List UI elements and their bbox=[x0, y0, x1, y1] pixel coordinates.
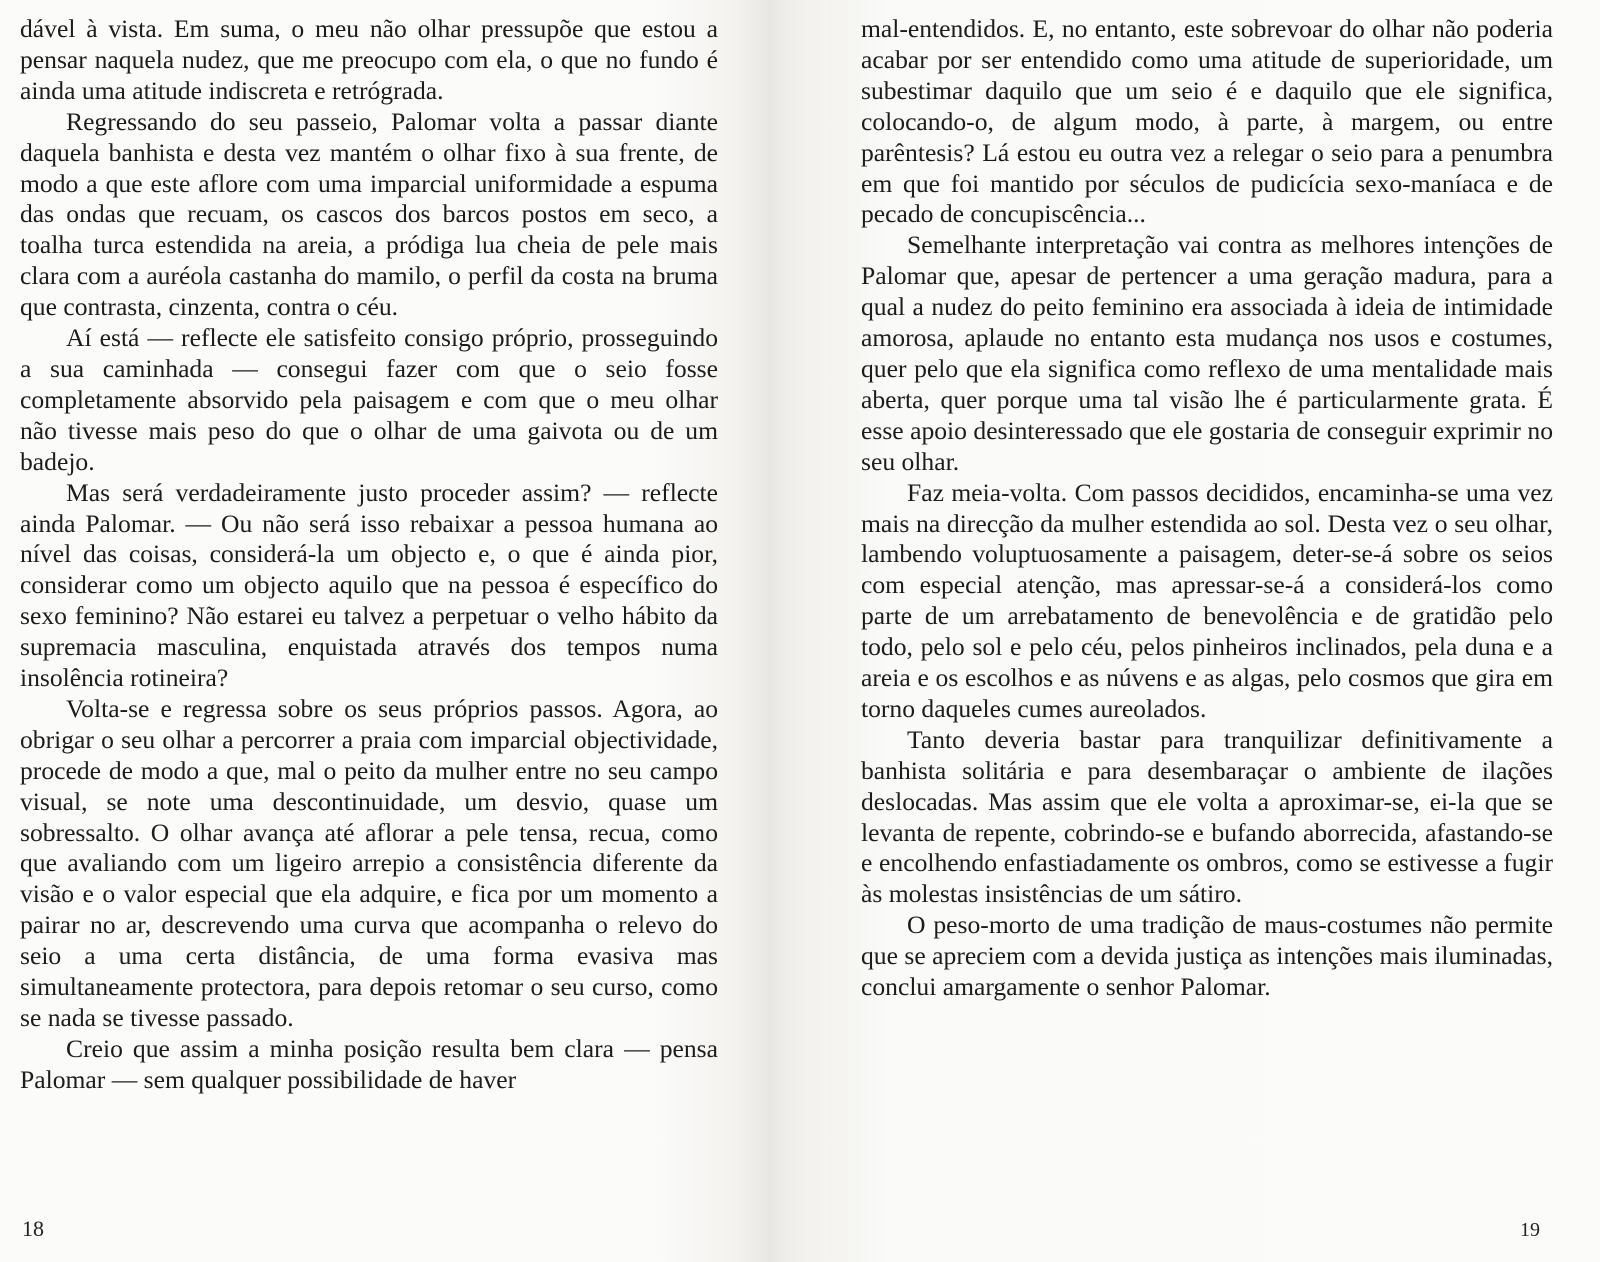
paragraph: Creio que assim a minha posição resulta bem clara — pensa Palomar — sem qualquer possibilidade de haver bbox=[20, 1033, 718, 1094]
paragraph: Aí está — reflecte ele satisfeito consigo próprio, prosseguindo a sua caminhada — consegui fazer com que o seio fosse completamente absorvido pela paisagem e com que o meu olhar não tivesse mais peso do que o olhar de uma gaivota ou de um badejo. bbox=[20, 323, 718, 476]
paragraph: Volta-se e regressa sobre os seus próprios passos. Agora, ao obrigar o seu olhar a percorrer a praia com imparcial objectividade, procede de modo a que, mal o peito da mulher entre no seu campo visual, se note uma descontinuidade, um desvio, quase um sobressalto. O olhar avança até aflorar a pele tensa, recua, como que avaliando com um ligeiro arrepio a consistência diferente da visão e o valor especial que ela adquire, e fica por um momento a pairar no ar, descrevendo uma curva que acompanha o relevo do seio a uma certa distância, de uma forma evasiva mas simultaneamente protectora, para depois retomar o seu curso, como se nada se tivesse passado. bbox=[20, 693, 718, 1032]
page-number: 18 bbox=[22, 1216, 44, 1241]
page-number: 19 bbox=[1520, 1219, 1540, 1241]
book-gutter bbox=[768, 0, 828, 1262]
paragraph: Faz meia-volta. Com passos decididos, encaminha-se uma vez mais na direcção da mulher estendida ao sol. Desta vez o seu olhar, lambendo voluptuosamente a paisagem, deter-se-á sobre os seios com especial atenção, mas apressar-se-á a considerá-los como parte de um arrebatamento de benevolência e de gratidão pelo todo, pelo sol e pelo céu, pelos pinheiros inclinados, pela duna e a areia e os escolhos e as núvens e as algas, pelo cosmos que gira em torno daqueles cumes aureolados. bbox=[861, 477, 1553, 723]
paragraph: Mas será verdadeiramente justo proceder assim? — reflecte ainda Palomar. — Ou não será isso rebaixar a pessoa humana ao nível das coisas, considerá-la um objecto e, o que é ainda pior, considerar como um objecto aquilo que na pessoa é específico do sexo feminino? Não estarei eu talvez a perpetuar o velho hábito da supremacia masculina, enquistada através dos tempos numa insolência rotineira? bbox=[20, 477, 718, 693]
left-page-text bbox=[20, 14, 718, 1096]
left-page bbox=[0, 0, 768, 1262]
paragraph: Semelhante interpretação vai contra as melhores intenções de Palomar que, apesar de pertencer a uma geração madura, para a qual a nudez do peito feminino era associada à ideia de intimidade amorosa, aplaude no entanto esta mudança nos usos e costumes, quer pelo que ela significa como reflexo de uma mentalidade mais aberta, quer porque uma tal visão lhe é particularmente grata. É esse apoio desinteressado que ele gostaria de conseguir exprimir no seu olhar. bbox=[861, 230, 1553, 476]
paragraph: Regressando do seu passeio, Palomar volta a passar diante daquela banhista e desta vez mantém o olhar fixo à sua frente, de modo a que este aflore com uma imparcial uniformidade a espuma das ondas que recuam, os cascos dos barcos postos em seco, a toalha turca estendida na areia, a pródiga lua cheia de pele mais clara com a auréola castanha do mamilo, o perfil da costa na bruma que contrasta, cinzenta, contra o céu. bbox=[20, 106, 718, 322]
paragraph: O peso-morto de uma tradição de maus-costumes não permite que se apreciem com a devida justiça as intenções mais iluminadas, conclui amargamente o senhor Palomar. bbox=[861, 910, 1553, 1002]
paragraph: Tanto deveria bastar para tranquilizar definitivamente a banhista solitária e para desembaraçar o ambiente de ilações deslocadas. Mas assim que ele volta a aproximar-se, ei-la que se levanta de repente, cobrindo-se e bufando aborrecida, afastando-se e encolhendo enfastiadamente os ombros, como se estivesse a fugir às molestas insistências de um sátiro. bbox=[861, 724, 1553, 909]
paragraph: mal-entendidos. E, no entanto, este sobrevoar do olhar não poderia acabar por ser entendido como uma atitude de superioridade, um subestimar daquilo que um seio é e daquilo que ele significa, colocando-o, de algum modo, à parte, à margem, ou entre parêntesis? Lá estou eu outra vez a relegar o seio para a penumbra em que foi mantido por séculos de pudicícia sexo-maníaca e de pecado de concupiscência... bbox=[861, 14, 1553, 229]
right-page bbox=[828, 0, 1600, 1262]
paragraph: dável à vista. Em suma, o meu não olhar pressupõe que estou a pensar naquela nudez, que me preocupo com ela, o que no fundo é ainda uma atitude indiscreta e retrógrada. bbox=[20, 14, 718, 105]
right-page-text bbox=[861, 14, 1553, 1003]
